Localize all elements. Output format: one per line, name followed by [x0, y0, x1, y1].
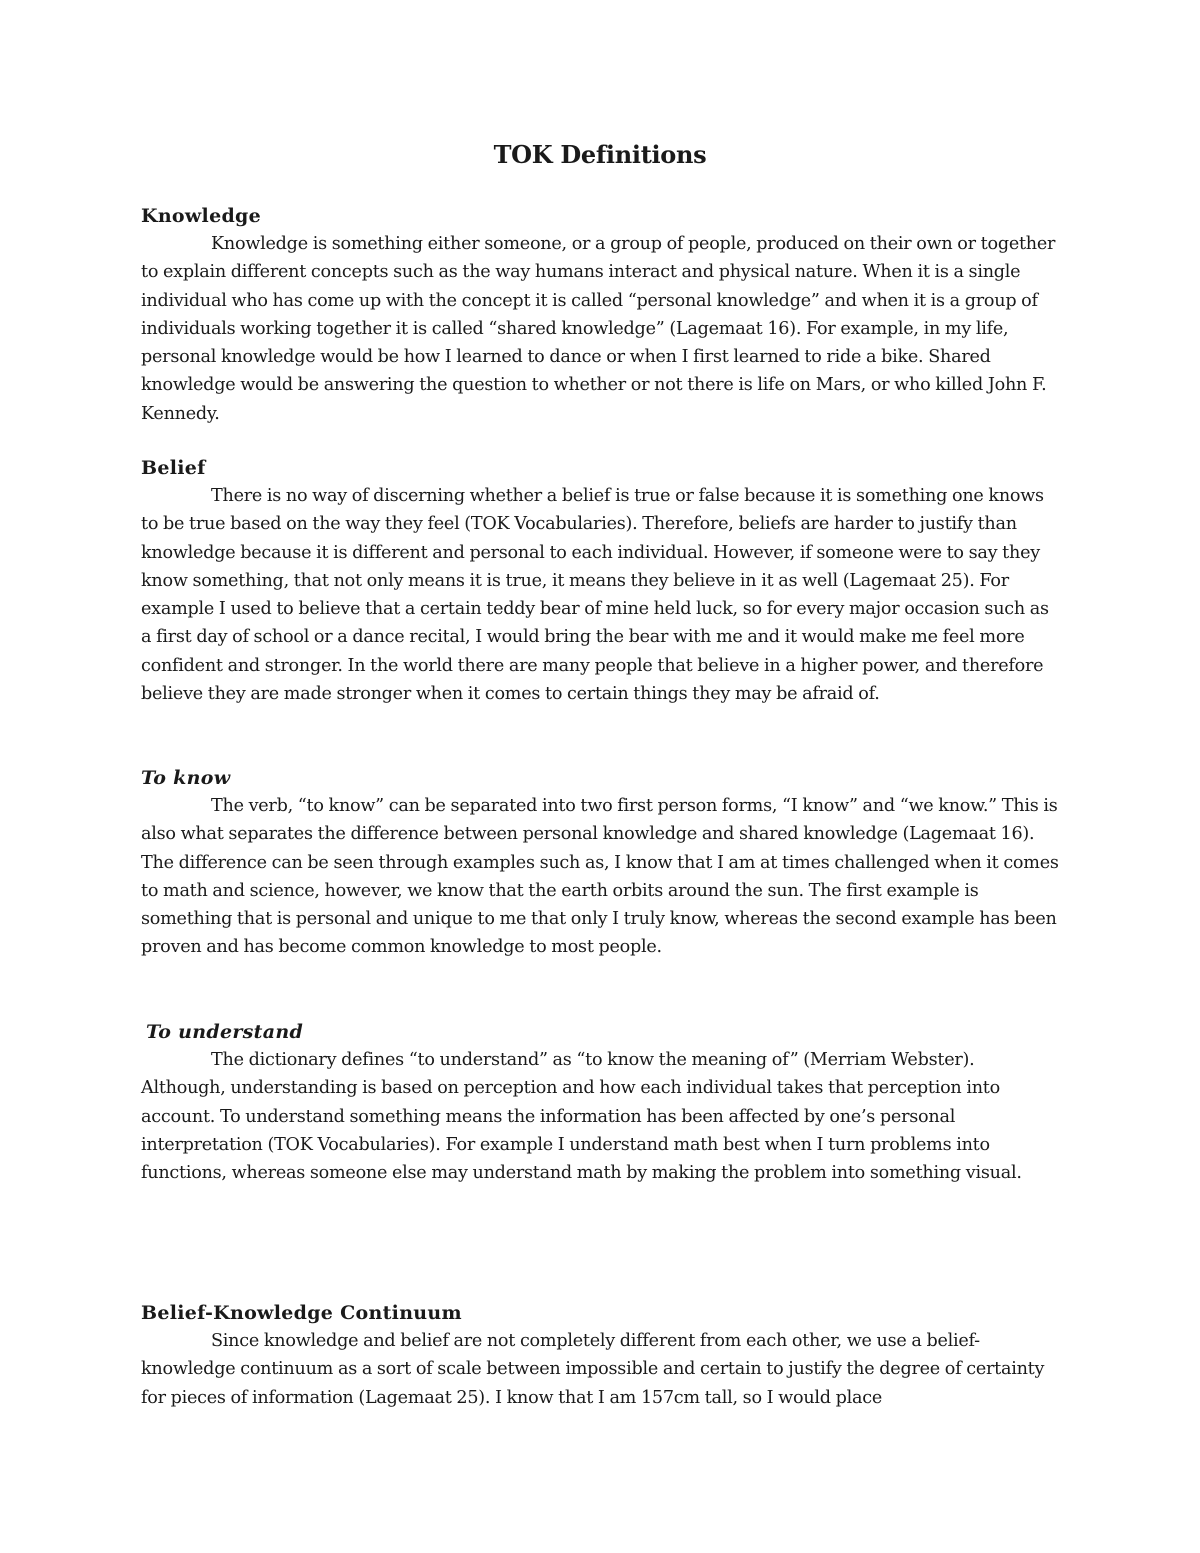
section-heading: Belief-Knowledge Continuum	[141, 1302, 462, 1324]
section-heading: To know	[141, 767, 231, 789]
section-body: Since knowledge and belief are not completely different from each other, we use a belief-knowledge continuum as a sort of scale between impossible and certain to justify the degree of certainty for pieces of information (Lagemaat 25). I know that I am 157cm tall, so I would place	[141, 1331, 1045, 1408]
section-heading: To understand	[146, 1021, 304, 1043]
section-body: Knowledge is something either someone, or a group of people, produced on their own or together to explain different concepts such as the way humans interact and physical nature. When it is a single individual who has come up with the concept it is called “personal knowledge” and when it is a group of individuals working together it is called “shared knowledge” (Lagemaat 16). For example, in my life, personal knowledge would be how I learned to dance or when I first learned to ride a bike. Shared knowledge would be answering the question to whether or not there is life on Mars, or who killed John F. Kennedy.	[141, 234, 1056, 424]
section-to-understand	[141, 1018, 1061, 1187]
section-body: The dictionary defines “to understand” as “to know the meaning of” (Merriam Webster). Although, understanding is based on perception and how each individual takes that perception into account. To understand something means the information has been affected by one’s personal interpretation (TOK Vocabularies). For example I understand math best when I turn problems into functions, whereas someone else may understand math by making the problem into something visual.	[141, 1050, 1022, 1184]
section-belief-knowledge-continuum	[141, 1299, 1061, 1412]
section-knowledge	[141, 202, 1061, 428]
section-to-know	[141, 764, 1061, 962]
document-title: TOK Definitions	[493, 140, 707, 169]
section-belief	[141, 454, 1061, 708]
section-heading: Knowledge	[141, 205, 262, 227]
section-body: There is no way of discerning whether a belief is true or false because it is something one knows to be true based on the way they feel (TOK Vocabularies). Therefore, beliefs are harder to justify than knowledge because it is different and personal to each individual. However, if someone were to say they know something, that not only means it is true, it means they believe in it as well (Lagemaat 25). For example I used to believe that a certain teddy bear of mine held luck, so for every major occasion such as a first day of school or a dance recital, I would bring the bear with me and it would make me feel more confident and stronger. In the world there are many people that believe in a higher power, and therefore believe they are made stronger when it comes to certain things they may be afraid of.	[141, 486, 1049, 705]
section-body: The verb, “to know” can be separated into two first person forms, “I know” and “we know.” This is also what separates the difference between personal knowledge and shared knowledge (Lagemaat 16). The difference can be seen through examples such as, I know that I am at times challenged when it comes to math and science, however, we know that the earth orbits around the sun. The first example is something that is personal and unique to me that only I truly know, whereas the second example has been proven and has become common knowledge to most people.	[141, 796, 1059, 958]
section-heading: Belief	[141, 457, 206, 479]
